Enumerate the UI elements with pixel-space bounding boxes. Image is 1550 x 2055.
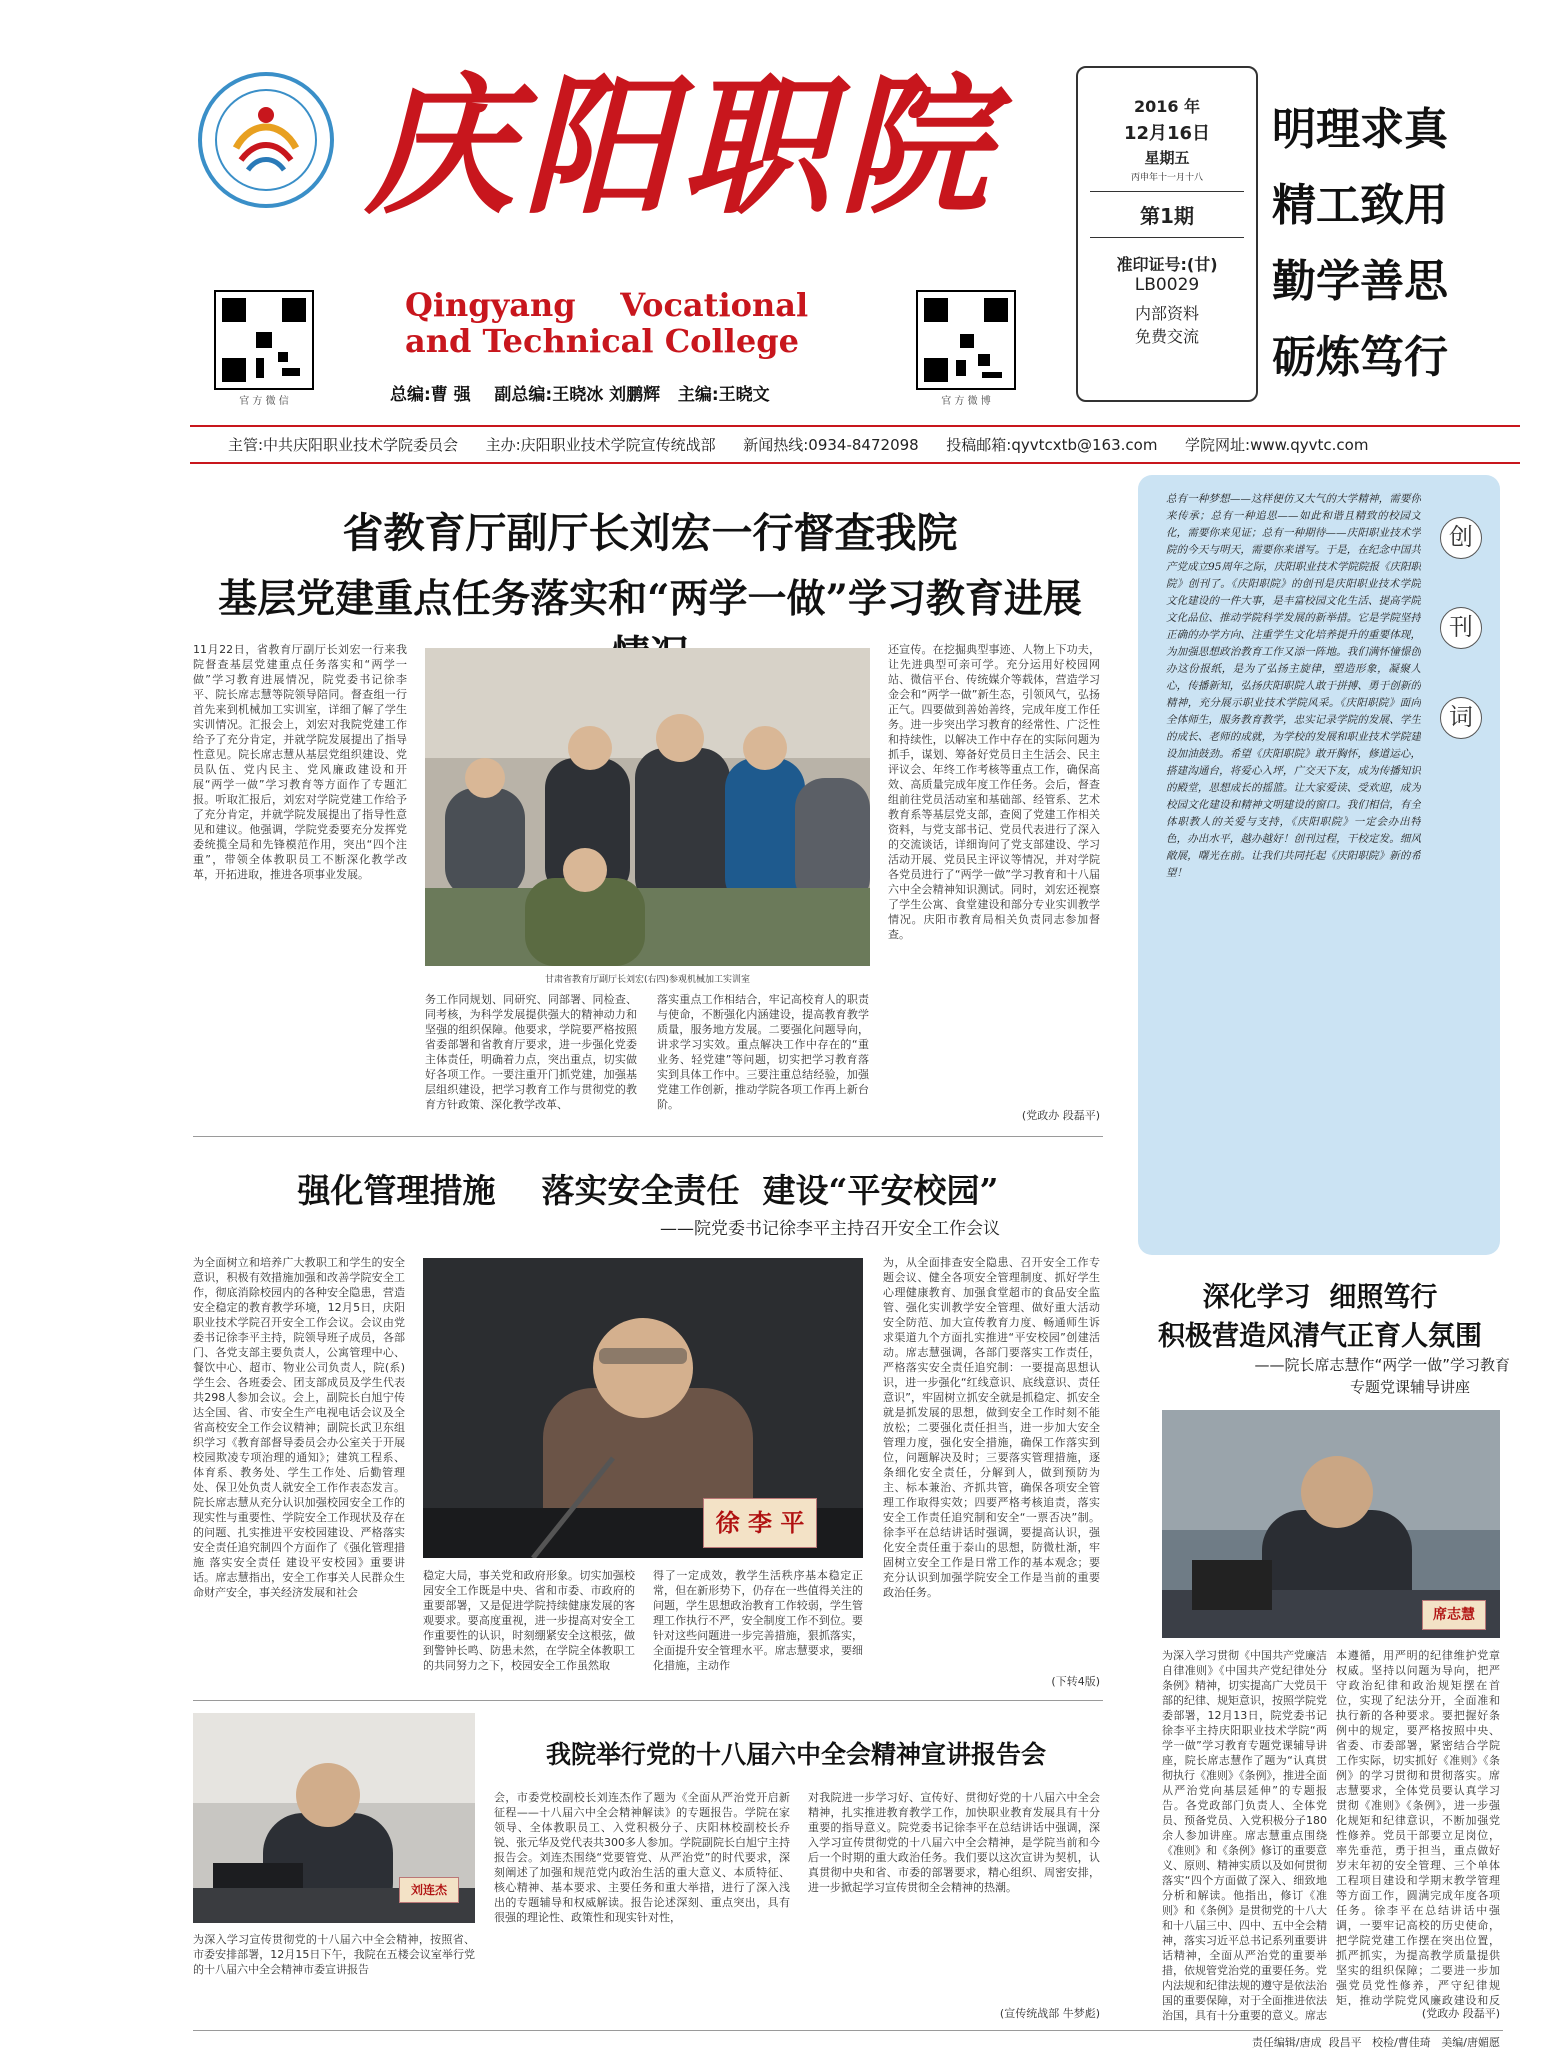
report-photo	[193, 1713, 475, 1923]
footer-credits: 责任编辑/唐成 段昌平 校检/曹佳琦 美编/唐媚愿	[1251, 2036, 1500, 2049]
lecture-subhead-2: 专题党课辅导讲座	[1349, 1378, 1470, 1396]
info-host: 主办:庆阳职业技术学院宣传统战部	[485, 436, 716, 454]
lecture-photo	[1162, 1410, 1500, 1638]
lead-col-2: 务工作同规划、同研究、同部署、同检查、同考核，为科学发展提供强大的精神动力和坚强的组织保障。他要求，学院要严格按照省委部署和省教育厅要求，进一步强化党委主体责任，明确着力点，突出重点，切实做好各项工作。一要注重开门抓党建，加强基层组织建设，把学习教育工作与贯彻党的教育方针政策、深化教学改革、	[425, 993, 637, 1111]
qr-code-weibo[interactable]	[916, 290, 1016, 390]
safety-nameplate: 徐 李 平	[703, 1498, 817, 1548]
masthead	[0, 0, 1550, 420]
motto-line-3: 勤学善思	[1272, 256, 1448, 307]
info-bar-rule	[190, 462, 1520, 464]
issue-info-box	[1076, 66, 1258, 402]
safety-col-1: 为全面树立和培养广大教职工和学生的安全意识，积极有效措施加强和改善学院安全工作，彻底消除校园内的各种安全隐患，营造安全稳定的教育教学环境，12月5日，庆阳职业技术学院召开安全工作会议。会议由党委书记徐李平主持，院领导班子成员，各部门、各党支部主要负责人，公寓管理中心、餐饮中心、超市、物业公司负责人，院(系)学生会、各班委会、团支部成员及学生代表共298人参加会议。会上，副院长白旭宁传达全国、省、市安全生产电视电话会议及全省高校安全工作会议精神；副院长武卫东组织学习《教育部督导委员会办公室关于开展校园欺凌专项治理的通知》；建筑工程系、体育系、教务处、学生工作处、后勤管理处、保卫处负责人就安全工作作表态发言。院长席志慧从充分认识加强校园安全工作的现实性与重要性、学院安全工作现状及存在的问题、扎实推进平安校园建设、严格落实安全责任追究制四个方面作了《强化管理措施 落实安全责任 建设平安校园》重要讲话。席志慧指出，安全工作事关人民群众生命财产安全，事关经济发展和社会	[193, 1256, 405, 1599]
lead-col-4-sign: (党政办 段磊平)	[1021, 1109, 1100, 1122]
foreword-box	[1138, 475, 1500, 1255]
issue-lunar: 丙申年十一月十八	[1130, 173, 1203, 183]
issue-weekday: 星期五	[1144, 149, 1190, 167]
info-email[interactable]: 投稿邮箱:qyvtcxtb@163.com	[946, 436, 1158, 454]
foreword-title-char-2: 刊	[1440, 607, 1482, 649]
info-sponsor: 主管:中共庆阳职业技术学院委员会	[228, 436, 459, 454]
lead-headline-2: 基层党建重点任务落实和“两学一做”学习教育进展	[218, 576, 1082, 622]
college-logo	[196, 70, 336, 210]
report-col-3-sign: (宣传统战部 牛梦彪)	[999, 2007, 1100, 2020]
report-top-rule	[193, 1700, 1103, 1701]
safety-top-rule	[193, 1136, 1103, 1137]
lead-col-1: 11月22日，省教育厅副厅长刘宏一行来我院督查基层党建重点任务落实和“两学一做”学习教育进展情况，院党委书记徐李平、院长席志慧等院领导陪同。督查组一行首先来到机械加工实训室，详细了解了学生实训情况。汇报会上，刘宏对我院党建工作给予了充分肯定，并就学院发展提出了指导性意见。院长席志慧从基层党组织建设、党员队伍、党内民主、党风廉政建设和开展“两学一做”学习教育等方面作了专题汇报。听取汇报后，刘宏对学院党建工作给予了充分肯定，并就学院发展提出了指导性意见和建议。他强调，学院党委要充分发挥党委统揽全局和先锋模范作用，突出“四个注重”，带领全体教职员工不断深化教学改革，开拓进取，推进各项事业发展。	[193, 643, 407, 881]
editors-line: 总编:曹 强 副总编:王晓冰 刘鹏辉 主编:王晓文	[390, 385, 770, 405]
motto-line-4: 砺炼笃行	[1272, 332, 1448, 383]
masthead-title-en-2: and Technical College	[405, 322, 799, 360]
lecture-headline-2: 积极营造风清气正育人氛围	[1158, 1321, 1482, 1352]
lead-headline-1: 省教育厅副厅长刘宏一行督查我院	[342, 509, 958, 557]
report-col-3: 对我院进一步学习好、宣传好、贯彻好党的十八届六中全会精神，扎实推进教育教学工作，加快职业教育发展具有十分重要的指导意义。院党委书记徐李平在总结讲话中强调，深入学习宣传贯彻党的十八届六中全会精神，是学院当前和今后一个时期的重大政治任务。我们要以这次宣讲为契机，认真贯彻中央和省、市委的部署要求，精心组织、周密安排，进一步掀起学习宣传贯彻全会精神的热潮。	[808, 1791, 1100, 1894]
internal-material: 内部资料	[1134, 304, 1199, 323]
lead-photo-caption: 甘肃省教育厅副厅长刘宏(右四)参观机械加工实训室	[544, 975, 751, 985]
lecture-col-2-sign: (党政办 段磊平)	[1421, 2007, 1500, 2020]
masthead-title: 庆阳职院	[365, 59, 998, 235]
safety-col-4-sign: (下转4版)	[1051, 1675, 1100, 1688]
safety-headline: 强化管理措施 落实安全责任 建设“平安校园”	[297, 1171, 999, 1210]
report-col-1: 为深入学习宣传贯彻党的十八届六中全会精神，按照省、市委安排部署，12月15日下午，我院在五楼会议室举行党的十八届六中全会精神市委宣讲报告	[193, 1933, 475, 1976]
masthead-title-en-1: Qingyang Vocational	[405, 286, 809, 324]
permit-number: LB0029	[1134, 275, 1200, 295]
lead-photo-illustration	[425, 648, 870, 966]
info-website[interactable]: 学院网址:www.qyvtc.com	[1185, 436, 1369, 454]
safety-col-3: 得了一定成效，教学生活秩序基本稳定正常，但在新形势下，仍存在一些值得关注的问题，学生思想政治教育工作较弱，学生管理工作执行不严，安全制度工作不到位。要针对这些问题进一步完善措施，狠抓落实，全面提升安全管理水平。席志慧要求，要细化措施，主动作	[653, 1569, 863, 1672]
lecture-subhead-1: ——院长席志慧作“两学一做”学习教育	[1254, 1356, 1510, 1374]
safety-col-4: 为，从全面排查安全隐患、召开安全工作专题会议、健全各项安全管理制度、抓好学生心理健康教育、加强食堂超市的食品安全监管、强化实训教学安全管理、做好重大活动安全防范、加大宣传教育力度、畅通师生诉求渠道九个方面扎实推进“平安校园”创建活动。席志慧强调，各部门要落实工作责任，严格落实安全责任追究制：一要提高思想认识，进一步强化“红线意识、底线意识、责任意识”，牢固树立抓安全就是抓稳定、抓安全就是抓发展的思想，做到安全工作时刻不能放松；二要强化责任担当，进一步加大安全管理力度，强化安全措施，确保工作落实到位，问题解决及时；三要落实管理措施，逐条细化安全责任，分解到人，做到预防为主、标本兼治、齐抓共管，确保各项安全管理工作取得实效；四要严格考核追责，落实安全工作责任追究制和安全“一票否决”制。徐李平在总结讲话时强调，要提高认识，强化安全责任重于泰山的思想，防微杜渐，牢固树立安全工作是日常工作的基本观念；要充分认识到加强学院安全工作是当前的重要政治任务。	[883, 1256, 1100, 1599]
info-bar	[228, 434, 1528, 456]
lecture-headline-1: 深化学习 细照笃行	[1202, 1282, 1438, 1313]
safety-col-2: 稳定大局，事关党和政府形象。切实加强校园安全工作既是中央、省和市委、市政府的重要部署，又是促进学院持续健康发展的客观要求。要高度重视，进一步提高对安全工作重要性的认识，时刻绷紧安全这根弦，做到警钟长鸣、防患未然，在学院全体教职工的共同努力之下，校园安全工作虽然取	[423, 1569, 635, 1672]
safety-photo	[423, 1258, 863, 1558]
info-hotline: 新闻热线:0934-8472098	[743, 436, 919, 454]
qr-weibo-label: 官 方 微 博	[941, 396, 991, 407]
qr-wechat-label: 官 方 微 信	[239, 396, 289, 407]
motto-line-2: 精工致用	[1272, 180, 1448, 231]
foreword-title-char-3: 词	[1440, 697, 1482, 739]
motto	[1272, 92, 1522, 396]
report-col-2: 会，市委党校副校长刘连杰作了题为《全面从严治党开启新征程——十八届六中全会精神解读》的专题报告。学院在家领导、全体教职员工、入党积极分子、庆阳林校副校长乔锐、张元华及党代表共300多人参加。学院副院长白旭宁主持报告会。刘连杰围绕“党要管党、从严治党”的时代要求，深刻阐述了加强和规范党内政治生活的重大意义、本质特征、核心精神、基本要求、主要任务和重大举措，进行了深入浅出的专题辅导和权威解读。报告论述深刻、重点突出，具有很强的理论性、政策性和现实针对性，	[494, 1791, 790, 1924]
masthead-rule	[190, 425, 1520, 427]
report-nameplate: 刘连杰	[399, 1877, 459, 1903]
lecture-col-2: 本遵循，用严明的纪律维护党章权威。坚持以问题为导向，把严守政治纪律和政治规矩摆在首位，实现了纪法分开，全面准和执行新的各种要求。要把握好条例中的规定，要严格按照中央、省委、市委部署，紧密结合学院工作实际，切实抓好《准则》《条例》的学习贯彻和贯彻落实。席志慧要求，全体党员要认真学习贯彻《准则》《条例》，进一步强化规矩和纪律意识，不断加强党性修养。党员干部要立足岗位，率先垂范，勇于担当，重点做好岁末年初的安全管理、三个单体工程项目建设和学期末教学管理等方面工作，圆满完成年度各项任务。徐李平在总结讲话中强调，一要牢记高校的历史使命，把学院党建工作摆在突出位置，抓严抓实，为提高教学质量提供坚实的组织保障；二要进一步加强党员党性修养，严守纪律规矩，推动学院党风廉政建设和反	[1336, 1649, 1500, 2006]
footer-rule	[193, 2030, 1503, 2031]
motto-line-1: 明理求真	[1272, 104, 1448, 155]
foreword-title-char-1: 创	[1440, 517, 1482, 559]
lead-col-3: 落实重点工作相结合，牢记高校育人的职责与使命，不断强化内涵建设，提高教育教学质量，服务地方发展。二要强化问题导向，讲求学习实效。重点解决工作中存在的“重业务、轻党建”等问题，切实把学习教育落实到具体工作中。三要注重总结经验，加强党建工作创新，推动学院各项工作再上新台阶。	[657, 993, 869, 1111]
safety-subhead: ——院党委书记徐李平主持召开安全工作会议	[660, 1219, 1000, 1239]
lead-photo	[425, 648, 870, 966]
foreword-text: 总有一种梦想——这样便仿又大气的大学精神，需要你来传承；总有一种追思——如此和谐且精致的校园文化，需要你来见证；总有一种期待——庆阳职业技术学院的今天与明天，需要你来谱写。于是，在纪念中国共产党成立95周年之际，庆阳职业技术学院院报《庆阳职院》创刊了。《庆阳职院》的创刊是庆阳职业技术学院文化建设的一件大事，是丰富校园文化生活、提高学院文化品位、推动学院科学发展的新举措。它是学院坚持正确的办学方向、注重学生文化培养提升的重要体现，为加强思想政治教育工作又添一阵地。我们满怀憧憬创办这份报纸，是为了弘扬主旋律，塑造形象，凝聚人心，传播新知，弘扬庆阳职院人敢于拼搏、勇于创新的精神，充分展示职业技术学院风采。《庆阳职院》面向全体师生，服务教育教学，忠实记录学院的发展、学生的成长、老师的成就，为学校的发展和职业技术学院建设加油鼓劲。希望《庆阳职院》敢开胸怀，修道运心，搭建沟通台，将爱心入坪，广交天下友，成为传播知识的殿堂，思想成长的摇篮。让大家爱读、受欢迎，成为校园文化建设和精神文明建设的窗口。我们相信，有全体职教人的关爱与支持，《庆阳职院》一定会办出特色，办出水平，越办越好！创刊过程，干校定发。细风敞展，曙光在前。让我们共同托起《庆阳职院》新的希望！	[1166, 493, 1421, 879]
issue-date: 12月16日	[1123, 123, 1211, 144]
report-headline: 我院举行党的十八届六中全会精神宣讲报告会	[545, 1740, 1046, 1769]
lecture-col-1: 为深入学习贯彻《中国共产党廉洁自律准则》《中国共产党纪律处分条例》精神，切实提高广大党员干部的纪律、规矩意识，按照学院党委部署，12月13日，院党委书记徐李平主持庆阳职业技术学院“两学一做”学习教育专题党课辅导讲座，院长席志慧作了题为“认真贯彻执行《准则》《条例》，推进全面从严治党向基层延伸”的专题报告。各党政部门负责人、全体党员、预备党员、入党积极分子180余人参加讲座。席志慧重点围绕《准则》和《条例》修订的重要意义、原则、精神实质以及如何贯彻落实“四个方面做了深入、细致地分析和解读。他指出，修订《准则》和《条例》是贯彻党的十八大和十八届三中、四中、五中全会精神，落实习近平总书记系列重要讲话精神，全面从严治党的重要举措，依规管党治党的重要任务。党内法规和纪律法规的遵守是依法治国的重要保障，对于全面推进依法治国，具有十分重要的意义。席志	[1162, 1649, 1327, 2022]
issue-number: 第1期	[1140, 204, 1194, 228]
lecture-nameplate: 席志慧	[1422, 1600, 1486, 1630]
permit-label: 准印证号:(甘)	[1116, 255, 1218, 274]
qr-code-wechat[interactable]	[214, 290, 314, 390]
lead-col-4: 还宣传。在挖掘典型事迹、人物上下功夫，让先进典型可亲可学。充分运用好校园网站、微信平台、传统媒介等载体，营造学习金会和“两学一做”新生态，引领风气，弘扬正气。四要做到善始善终，完成年度工作任务。进一步突出学习教育的经常性、广泛性和持续性，以解决工作中存在的实际问题为抓手，谋划、筹备好党员日主生活会、民主评议会、年终工作考核等重点工作，确保高效、高质量完成年度工作任务。会后，督查组前往党员活动室和基础部、经管系、艺术教育系等基层党支部，查阅了党建工作相关资料，与党支部书记、党员代表进行了深入的交流谈话，详细询问了党支部建设、学习活动开展、党员民主评议等情况，并对学院各党员进行了“两学一做”学习教育和十八届六中全会精神知识测试。同时，刘宏还视察了学生公寓、食堂建设和部分专业实训教学情况。庆阳市教育局相关负责同志参加督查。	[888, 643, 1100, 941]
free-exchange: 免费交流	[1134, 327, 1199, 346]
issue-year: 2016 年	[1133, 97, 1201, 116]
